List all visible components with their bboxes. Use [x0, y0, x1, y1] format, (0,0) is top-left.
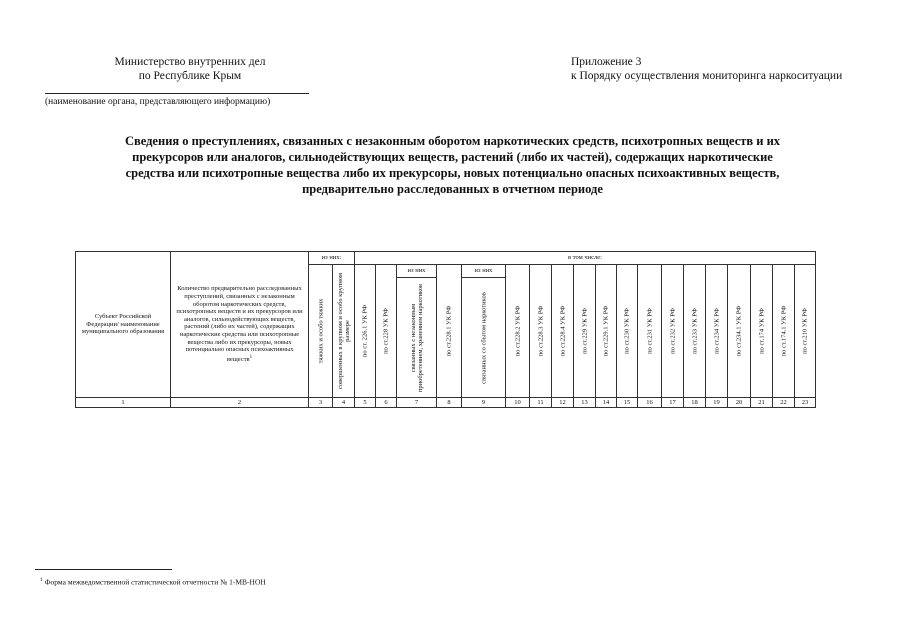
appendix-block	[571, 55, 842, 83]
column-number: 15	[617, 398, 638, 408]
col-15-label: по ст.230 УК РФ	[623, 308, 631, 354]
col-22-header	[773, 265, 795, 398]
column-number: 5	[355, 398, 376, 408]
column-number: 20	[728, 398, 751, 408]
col-20-label: по ст.234.1 УК РФ	[735, 305, 743, 357]
footnote-text: Форма межведомственной статистической отчетности № 1-МВ-НОН	[44, 577, 266, 587]
col-4-header	[333, 265, 355, 398]
column-number: 8	[437, 398, 462, 408]
title-line-2: прекурсоров или аналогов, сильнодействующих веществ, растений (либо их частей), содержащих наркотические	[132, 150, 773, 164]
organ-name-caption: (наименование органа, представляющего информацию)	[45, 97, 271, 107]
iz-nih-sub1-header: из них	[397, 265, 437, 278]
footnote	[40, 577, 266, 587]
col-10-header	[506, 265, 530, 398]
col-5-header	[355, 265, 376, 398]
footnote-mark: 1	[40, 577, 43, 583]
iz-nih-sub2-header: из них	[462, 265, 506, 278]
iz-nih-group-header: из них:	[309, 252, 355, 265]
col-6-label: по ст.228 УК РФ	[382, 308, 390, 354]
col-7-header	[397, 278, 437, 398]
col-3-label: тяжких и особо тяжких	[316, 298, 324, 364]
appendix-reference: к Порядку осуществления мониторинга наркоситуации	[571, 70, 843, 82]
column-number: 4	[333, 398, 355, 408]
column-number: 21	[751, 398, 773, 408]
col-11-label: по ст.228.3 УК РФ	[536, 305, 544, 357]
title-line-3: средства или психотропные вещества либо их прекурсоры, новых потенциально опасных психоактивных веществ,	[125, 166, 780, 180]
column-number: 18	[684, 398, 706, 408]
col-8-label: по ст.228.1 УК РФ	[445, 305, 453, 357]
footnote-rule	[35, 569, 172, 570]
col-18-label: по ст.233 УК РФ	[690, 308, 698, 354]
column-number: 10	[506, 398, 530, 408]
col-21-label: по ст.174 УК РФ	[757, 308, 765, 354]
column-number: 13	[574, 398, 596, 408]
column-number: 14	[596, 398, 617, 408]
col-4-label: совершенных в крупном и особо крупном размере	[336, 272, 351, 390]
col-total-footnote-mark: 1	[249, 354, 253, 360]
col-14-header	[596, 265, 617, 398]
reporting-organ-block	[60, 55, 320, 83]
title-line-4: предварительно расследованных в отчетном периоде	[302, 182, 603, 196]
col-15-header	[617, 265, 638, 398]
col-9-header	[462, 278, 506, 398]
col-7-label: связанных с незаконным приобретением, хранением наркотиков	[409, 283, 424, 392]
col-17-label: по ст.232 УК РФ	[668, 308, 676, 354]
col-13-header	[574, 265, 596, 398]
col-5-label: по ст. 226.1 УК РФ	[361, 304, 369, 358]
column-number: 22	[773, 398, 795, 408]
col-18-header	[684, 265, 706, 398]
column-number: 1	[76, 398, 171, 408]
col-9-label: связанных со сбытом наркотиков	[479, 291, 487, 384]
column-numbers-row	[76, 398, 816, 408]
column-number: 3	[309, 398, 333, 408]
col-11-header	[530, 265, 552, 398]
col-total-header	[171, 252, 309, 398]
col-23-header	[795, 265, 816, 398]
col-14-label: по ст.229.1 УК РФ	[602, 305, 610, 357]
column-number: 16	[638, 398, 662, 408]
col-8-header	[437, 265, 462, 398]
column-number: 9	[462, 398, 506, 408]
column-number: 17	[662, 398, 684, 408]
organ-name-line2: по Республике Крым	[138, 70, 242, 82]
col-12-label: по ст.228.4 УК РФ	[558, 305, 566, 357]
col-20-header	[728, 265, 751, 398]
report-table	[75, 251, 816, 408]
document-title	[40, 133, 865, 197]
column-number: 2	[171, 398, 309, 408]
col-total-header-text: Количество предварительно расследованных преступлений, связанных с незаконным оборотом наркотических средств, психотропных веществ и их прекурсоров или аналогов, сильнодействующих веществ, растений (либо их частей), содержащих наркотические средства или психотропные вещества либо их прекурсоры, новых потенциально опасных психоактивных веществ	[176, 285, 303, 363]
col-subject-header: Субъект Российской Федерации/ наименование муниципального образования	[76, 252, 171, 398]
col-19-label: по ст.234 УК РФ	[712, 308, 720, 354]
col-12-header	[552, 265, 574, 398]
title-line-1: Сведения о преступлениях, связанных с незаконным оборотом наркотических средств, психотропных веществ и их	[124, 134, 781, 148]
v-tom-chisle-group-header: в том числе:	[355, 252, 816, 265]
col-23-label: по ст.210 УК РФ	[801, 308, 809, 354]
column-number: 7	[397, 398, 437, 408]
col-21-header	[751, 265, 773, 398]
organ-name-underline	[45, 93, 309, 94]
col-13-label: по ст.229 УК РФ	[580, 308, 588, 354]
col-3-header	[309, 265, 333, 398]
column-number: 12	[552, 398, 574, 408]
column-number: 23	[795, 398, 816, 408]
col-16-header	[638, 265, 662, 398]
col-10-label: по ст.228.2 УК РФ	[513, 305, 521, 357]
column-number: 19	[706, 398, 728, 408]
column-number: 6	[376, 398, 397, 408]
col-17-header	[662, 265, 684, 398]
column-number: 11	[530, 398, 552, 408]
appendix-number: Приложение 3	[571, 56, 642, 68]
col-16-label: по ст.231 УК РФ	[645, 308, 653, 354]
col-6-header	[376, 265, 397, 398]
col-22-label: по ст.174.1 УК РФ	[779, 305, 787, 357]
organ-name-line1: Министерство внутренних дел	[114, 56, 266, 68]
col-19-header	[706, 265, 728, 398]
